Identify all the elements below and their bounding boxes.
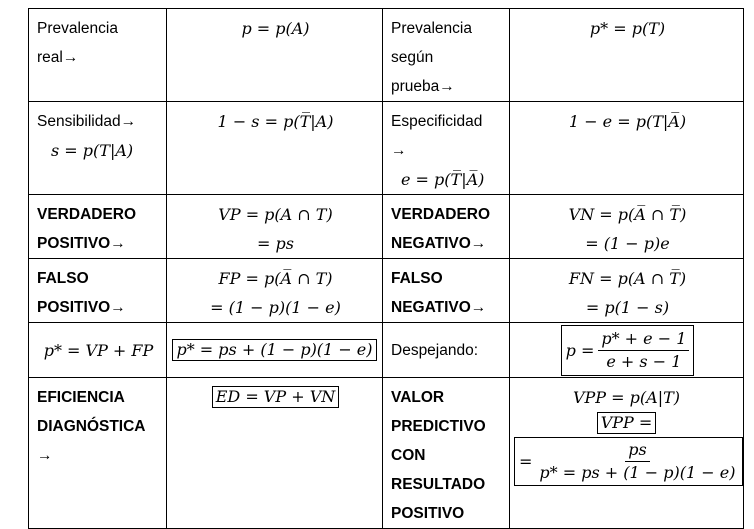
- formula-text: p* = VP + FP: [43, 340, 154, 360]
- prevalence-test-formula: [510, 9, 744, 102]
- fraction-numerator: p* + e − 1: [598, 328, 689, 351]
- formula-text: = (1 − p)e: [585, 234, 670, 253]
- boxed-formula: p* = ps + (1 − p)(1 − e): [172, 339, 376, 361]
- fraction-denominator: p* = ps + (1 − p)(1 − e): [539, 463, 736, 482]
- false-positive-label: [29, 259, 167, 323]
- false-positive-rate-formula: [510, 102, 744, 195]
- boxed-formula: VPP =: [597, 412, 657, 434]
- true-negative-formula: [510, 195, 744, 259]
- p-solved-cell: [510, 323, 744, 378]
- boxed-formula: ED = VP + VN: [212, 386, 340, 408]
- table-row: [29, 102, 744, 195]
- formula-text: VPP = p(A|T): [572, 388, 680, 407]
- table-row: [29, 378, 744, 529]
- false-negative-label: [383, 259, 510, 323]
- probability-table: [28, 8, 744, 529]
- solving-label-cell: [383, 323, 510, 378]
- formula-text: FN = p(A ∩ T̅): [568, 269, 687, 288]
- ppv-formula-cell: [510, 378, 744, 529]
- fraction: [536, 439, 738, 484]
- prevalence-test-label: [383, 9, 510, 102]
- specificity-label: [383, 102, 510, 195]
- fraction-numerator: ps: [625, 439, 649, 462]
- formula-text: FP = p(A̅ ∩ T): [218, 269, 333, 288]
- true-positive-formula: [167, 195, 383, 259]
- false-positive-formula: [167, 259, 383, 323]
- false-negative-rate-formula: [167, 102, 383, 195]
- formula-text: p = p(A): [241, 19, 310, 38]
- table-row: [29, 323, 744, 378]
- boxed-fraction: [561, 325, 695, 376]
- cell-text: FALSO NEGATIVO→: [391, 270, 487, 316]
- true-positive-label: [29, 195, 167, 259]
- formula-text: VP = p(A ∩ T): [218, 205, 333, 224]
- sensitivity-label: [29, 102, 167, 195]
- formula-text: = p(1 − s): [585, 298, 670, 317]
- prevalence-real-label: [29, 9, 167, 102]
- formula-text: e = p(T̅|A̅): [401, 170, 485, 189]
- diagnostic-efficiency-label: [29, 378, 167, 529]
- boxed-fraction: [514, 437, 743, 486]
- p-star-expanded-cell: [167, 323, 383, 378]
- table-row: [29, 9, 744, 102]
- true-negative-label: [383, 195, 510, 259]
- table-row: [29, 259, 744, 323]
- cell-text: FALSO POSITIVO→: [37, 270, 126, 316]
- formula-text: 1 − s = p(T̅|A): [217, 112, 334, 131]
- cell-text: Prevalencia real→: [37, 20, 118, 66]
- cell-text: VERDADERO POSITIVO→: [37, 206, 137, 252]
- formula-text: p* = p(T): [589, 19, 666, 38]
- formula-text: 1 − e = p(T|A̅): [568, 112, 687, 131]
- diagnostic-efficiency-formula: [167, 378, 383, 529]
- formula-text: = ps: [257, 234, 294, 253]
- formula-text: s = p(T|A): [51, 141, 134, 160]
- cell-text: VERDADERO NEGATIVO→: [391, 206, 491, 252]
- cell-text: VALOR PREDICTIVO CON RESULTADO POSITIVO: [391, 389, 486, 522]
- ppv-label: [383, 378, 510, 529]
- false-negative-formula: [510, 259, 744, 323]
- p-star-sum-cell: [29, 323, 167, 378]
- fraction-denominator: e + s − 1: [606, 351, 682, 371]
- fraction-lhs: p =: [565, 340, 595, 360]
- cell-text: Sensibilidad→: [37, 113, 137, 130]
- fraction-lhs: =: [519, 452, 533, 471]
- formula-text: VN = p(A̅ ∩ T̅): [568, 205, 687, 224]
- fraction: [598, 328, 689, 373]
- prevalence-real-formula: [167, 9, 383, 102]
- cell-text: Despejando:: [391, 341, 479, 359]
- table-row: [29, 195, 744, 259]
- cell-text: Prevalencia según prueba→: [391, 20, 472, 95]
- formula-text: = (1 − p)(1 − e): [210, 298, 341, 317]
- cell-text: Especificidad →: [391, 113, 483, 159]
- cell-text: EFICIENCIA DIAGNÓSTICA →: [37, 389, 146, 464]
